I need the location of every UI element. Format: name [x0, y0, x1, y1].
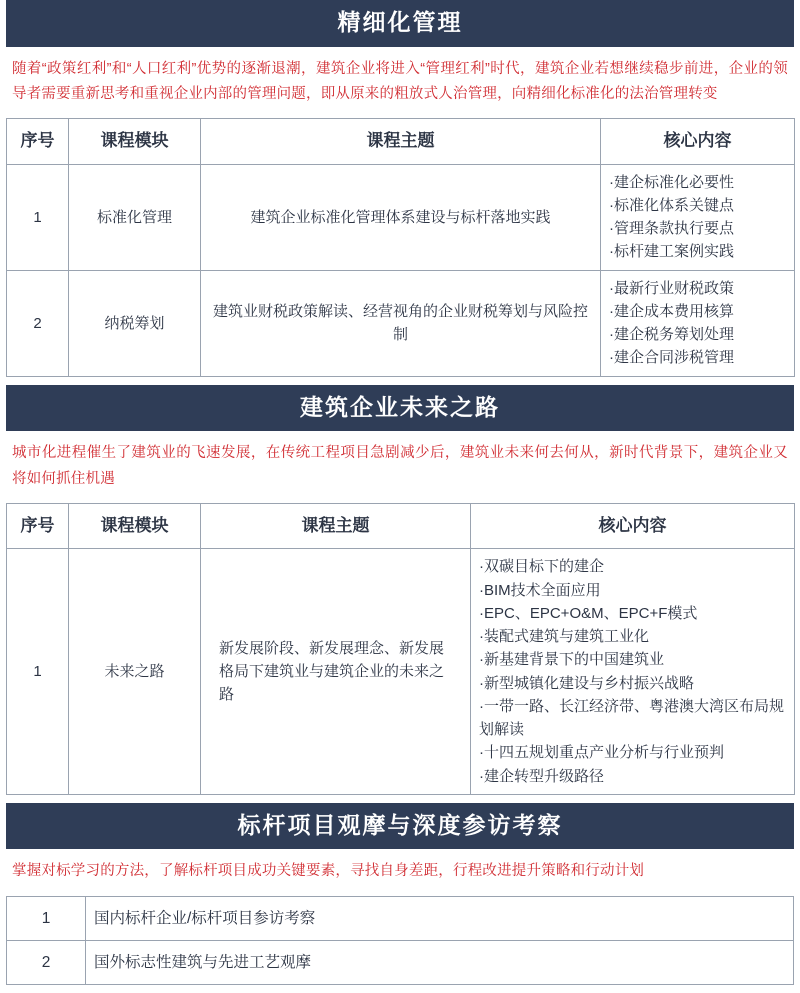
column-header-module: 课程模块: [69, 504, 201, 549]
column-header-index: 序号: [7, 119, 69, 164]
table-row: [7, 896, 794, 940]
column-header-topic: 课程主题: [201, 504, 471, 549]
course-table-2: [6, 503, 795, 795]
core-bullet: ·EPC、EPC+O&M、EPC+F模式: [479, 604, 698, 622]
core-bullet: ·新基建背景下的中国建筑业: [479, 651, 664, 669]
column-header-core: 核心内容: [471, 504, 795, 549]
row-index: 1: [7, 164, 69, 270]
section-header-2: 建筑企业未来之路: [6, 385, 794, 432]
row-text: 国外标志性建筑与先进工艺观摩: [86, 941, 794, 985]
row-module: 标准化管理: [69, 164, 201, 270]
row-text: 国内标杆企业/标杆项目参访考察: [86, 896, 794, 940]
table-row: [7, 164, 795, 270]
table-row: [7, 941, 794, 985]
row-topic: 建筑企业标准化管理体系建设与标杆落地实践: [201, 164, 601, 270]
column-header-index: 序号: [7, 504, 69, 549]
column-header-topic: 课程主题: [201, 119, 601, 164]
core-bullet: ·十四五规划重点产业分析与行业预判: [479, 744, 724, 762]
section-header-3: 标杆项目观摩与深度参访考察: [6, 803, 794, 850]
core-bullet: ·建企标准化必要性: [609, 173, 734, 191]
section-intro-2: 城市化进程催生了建筑业的飞速发展，在传统工程项目急剧减少后，建筑业未来何去何从，新时代背景下，建筑企业又将如何抓住机遇: [12, 445, 788, 487]
row-index: 2: [7, 270, 69, 376]
row-topic: 建筑业财税政策解读、经营视角的企业财税筹划与风险控制: [201, 270, 601, 376]
row-module: 纳税筹划: [69, 270, 201, 376]
core-bullet: ·建企税务筹划处理: [609, 326, 734, 344]
core-bullet: ·建企转型升级路径: [479, 767, 604, 785]
core-bullet: ·装配式建筑与建筑工业化: [479, 628, 649, 646]
course-table-1: [6, 118, 795, 376]
core-bullet: ·双碳目标下的建企: [479, 558, 604, 576]
section-header-1: 精细化管理: [6, 0, 794, 47]
core-bullet: ·标准化体系关键点: [609, 196, 734, 214]
row-index: 1: [7, 549, 69, 795]
section-intro-1: 随着“政策红利”和“人口红利”优势的逐渐退潮，建筑企业将进入“管理红利”时代，建筑企业若想继续稳步前进，企业的领导者需要重新思考和重视企业内部的管理问题，即从原来的粗放式人治管理，向精细化标准化的法治管理转变: [12, 60, 788, 102]
column-header-module: 课程模块: [69, 119, 201, 164]
core-bullet: ·新型城镇化建设与乡村振兴战略: [479, 674, 694, 692]
column-header-core: 核心内容: [601, 119, 795, 164]
row-core: [471, 549, 795, 795]
row-core: [601, 164, 795, 270]
section-intro-3: 掌握对标学习的方法，了解标杆项目成功关键要素，寻找自身差距，行程改进提升策略和行动计划: [12, 863, 645, 880]
table-row: [7, 549, 795, 795]
row-index: 2: [7, 941, 86, 985]
table-row: [7, 270, 795, 376]
core-bullet: ·BIM技术全面应用: [479, 581, 601, 599]
row-core: [601, 270, 795, 376]
core-bullet: ·最新行业财税政策: [609, 279, 734, 297]
row-topic: 新发展阶段、新发展理念、新发展格局下建筑业与建筑企业的未来之路: [201, 549, 471, 795]
row-index: 1: [7, 896, 86, 940]
row-module: 未来之路: [69, 549, 201, 795]
visit-table: [6, 896, 794, 986]
core-bullet: ·一带一路、长江经济带、粤港澳大湾区布局规划解读: [479, 697, 784, 739]
table-header-row: [7, 504, 795, 549]
table-header-row: [7, 119, 795, 164]
core-bullet: ·建企成本费用核算: [609, 302, 734, 320]
core-bullet: ·管理条款执行要点: [609, 220, 734, 238]
core-bullet: ·标杆建工案例实践: [609, 243, 734, 261]
core-bullet: ·建企合同涉税管理: [609, 349, 734, 367]
